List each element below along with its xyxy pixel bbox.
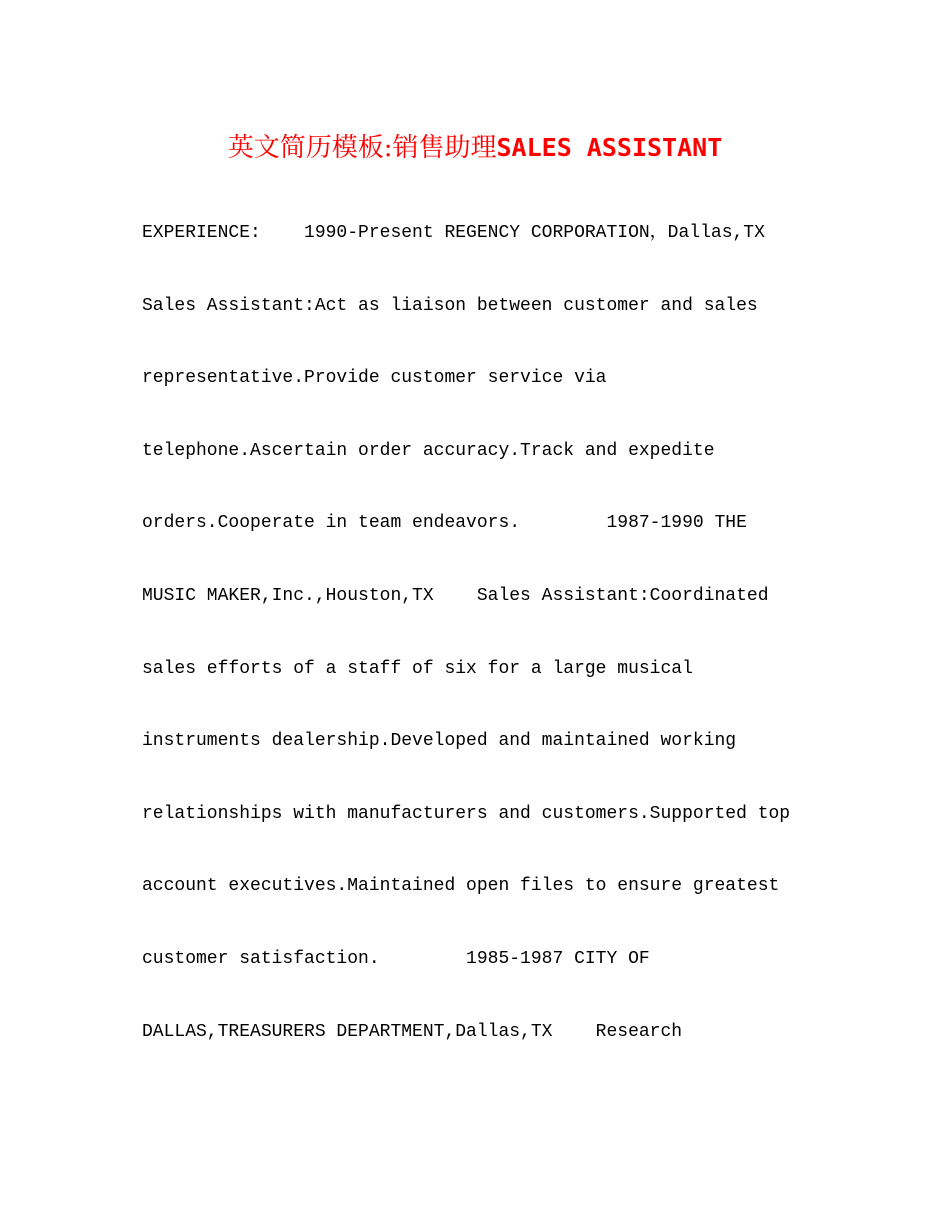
text-line: MUSIC MAKER,Inc.,Houston,TX Sales Assistant:Coordinated xyxy=(142,585,769,606)
title-chinese: 英文简历模板:销售助理 xyxy=(227,133,497,163)
text-line: DALLAS,TREASURERS DEPARTMENT,Dallas,TX Research xyxy=(142,1021,683,1042)
text-line: Sales Assistant:Act as liaison between customer and sales xyxy=(142,295,758,316)
text-line: relationships with manufacturers and customers.Supported top xyxy=(142,803,791,824)
resume-body xyxy=(142,214,862,1085)
title-english: SALES ASSISTANT xyxy=(496,133,723,162)
text-line: instruments dealership.Developed and maintained working xyxy=(142,731,737,752)
text-line: account executives.Maintained open files to ensure greatest xyxy=(142,876,780,897)
text-line: EXPERIENCE: 1990-Present REGENCY CORPORATION，Dallas,TX xyxy=(142,223,765,243)
text-line: orders.Cooperate in team endeavors. 1987-1990 THE xyxy=(142,513,747,534)
text-line: telephone.Ascertain order accuracy.Track and expedite xyxy=(142,440,715,461)
text-line: sales efforts of a staff of six for a large musical xyxy=(142,658,693,679)
document-title xyxy=(0,128,950,168)
text-line: representative.Provide customer service via xyxy=(142,368,607,389)
text-line: customer satisfaction. 1985-1987 CITY OF xyxy=(142,948,650,969)
